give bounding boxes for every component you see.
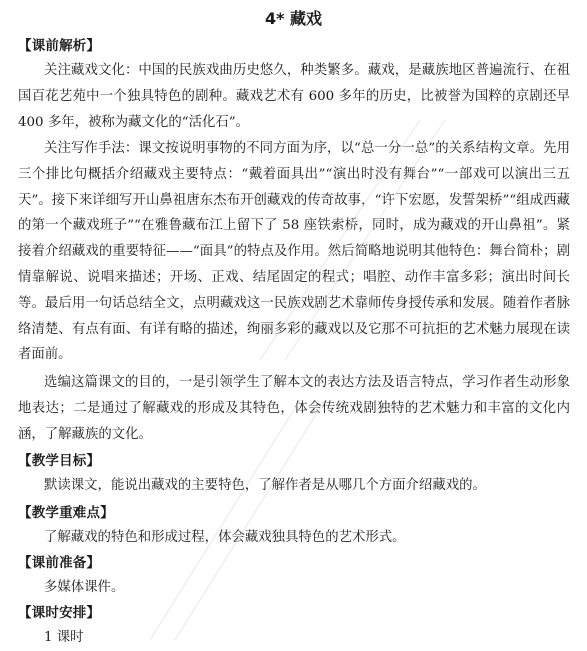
section-heading-keypoints: 【教学重难点】 — [18, 505, 114, 521]
section-heading-prep: 【课前准备】 — [18, 555, 101, 571]
analysis-paragraph-2: 关注写作手法：课文按说明事物的不同方面为序，以“总一分一总”的关系结构文章。先用三个排比句概括介绍藏戏主要特点：“戴着面具出”“演出时没有舞台”“一部戏可以演出三五天”。接下来详细写开山鼻祖唐东杰布开创藏戏的传奇故事，“许下宏愿，发誓架桥”“组成西藏的第一个藏戏班子”“在雅鲁藏布江上留下了 58 座铁索桥，同时，成为藏戏的开山鼻祖”。紧接着介绍藏戏的重要特征——“面具”的特点及作用。然后简略地说明其他特色：舞台简朴；剧情靠解说、说唱来描述；开场、正戏、结尾固定的程式；唱腔、动作丰富多彩；演出时间长等。最后用一句话总结全文，点明藏戏这一民族戏剧艺术靠师传身授传承和发展。随着作者脉络清楚、有点有面、有详有略的描述，绚丽多彩的藏戏以及它那不可抗拒的艺术魅力展现在读者面前。 — [18, 141, 570, 363]
page-title: 4* 藏戏 — [264, 9, 323, 28]
goals-text: 默读课文，能说出藏戏的主要特色，了解作者是从哪几个方面介绍藏戏的。 — [44, 478, 486, 493]
section-heading-schedule: 【课时安排】 — [18, 605, 101, 621]
prep-text: 多媒体课件。 — [44, 580, 125, 595]
analysis-paragraph-1: 关注藏戏文化：中国的民族戏曲历史悠久，种类繁多。藏戏，是藏族地区普遍流行、在祖国百花艺苑中一个独具特色的剧种。藏戏艺术有 600 多年的历史，比被誉为国粹的京剧还早 400 多年，被称为藏文化的“活化石”。 — [18, 63, 570, 130]
keypoints-text: 了解藏戏的特色和形成过程，体会藏戏独具特色的艺术形式。 — [44, 530, 406, 545]
section-heading-analysis: 【课前解析】 — [18, 38, 101, 54]
schedule-text: 1 课时 — [44, 630, 84, 645]
section-heading-goals: 【教学目标】 — [18, 453, 101, 469]
analysis-paragraph-3: 选编这篇课文的目的，一是引领学生了解本文的表达方法及语言特点，学习作者生动形象地表达；二是通过了解藏戏的形成及其特色，体会传统戏剧独特的艺术魅力和丰富的文化内涵，了解藏族的文化。 — [18, 375, 570, 442]
